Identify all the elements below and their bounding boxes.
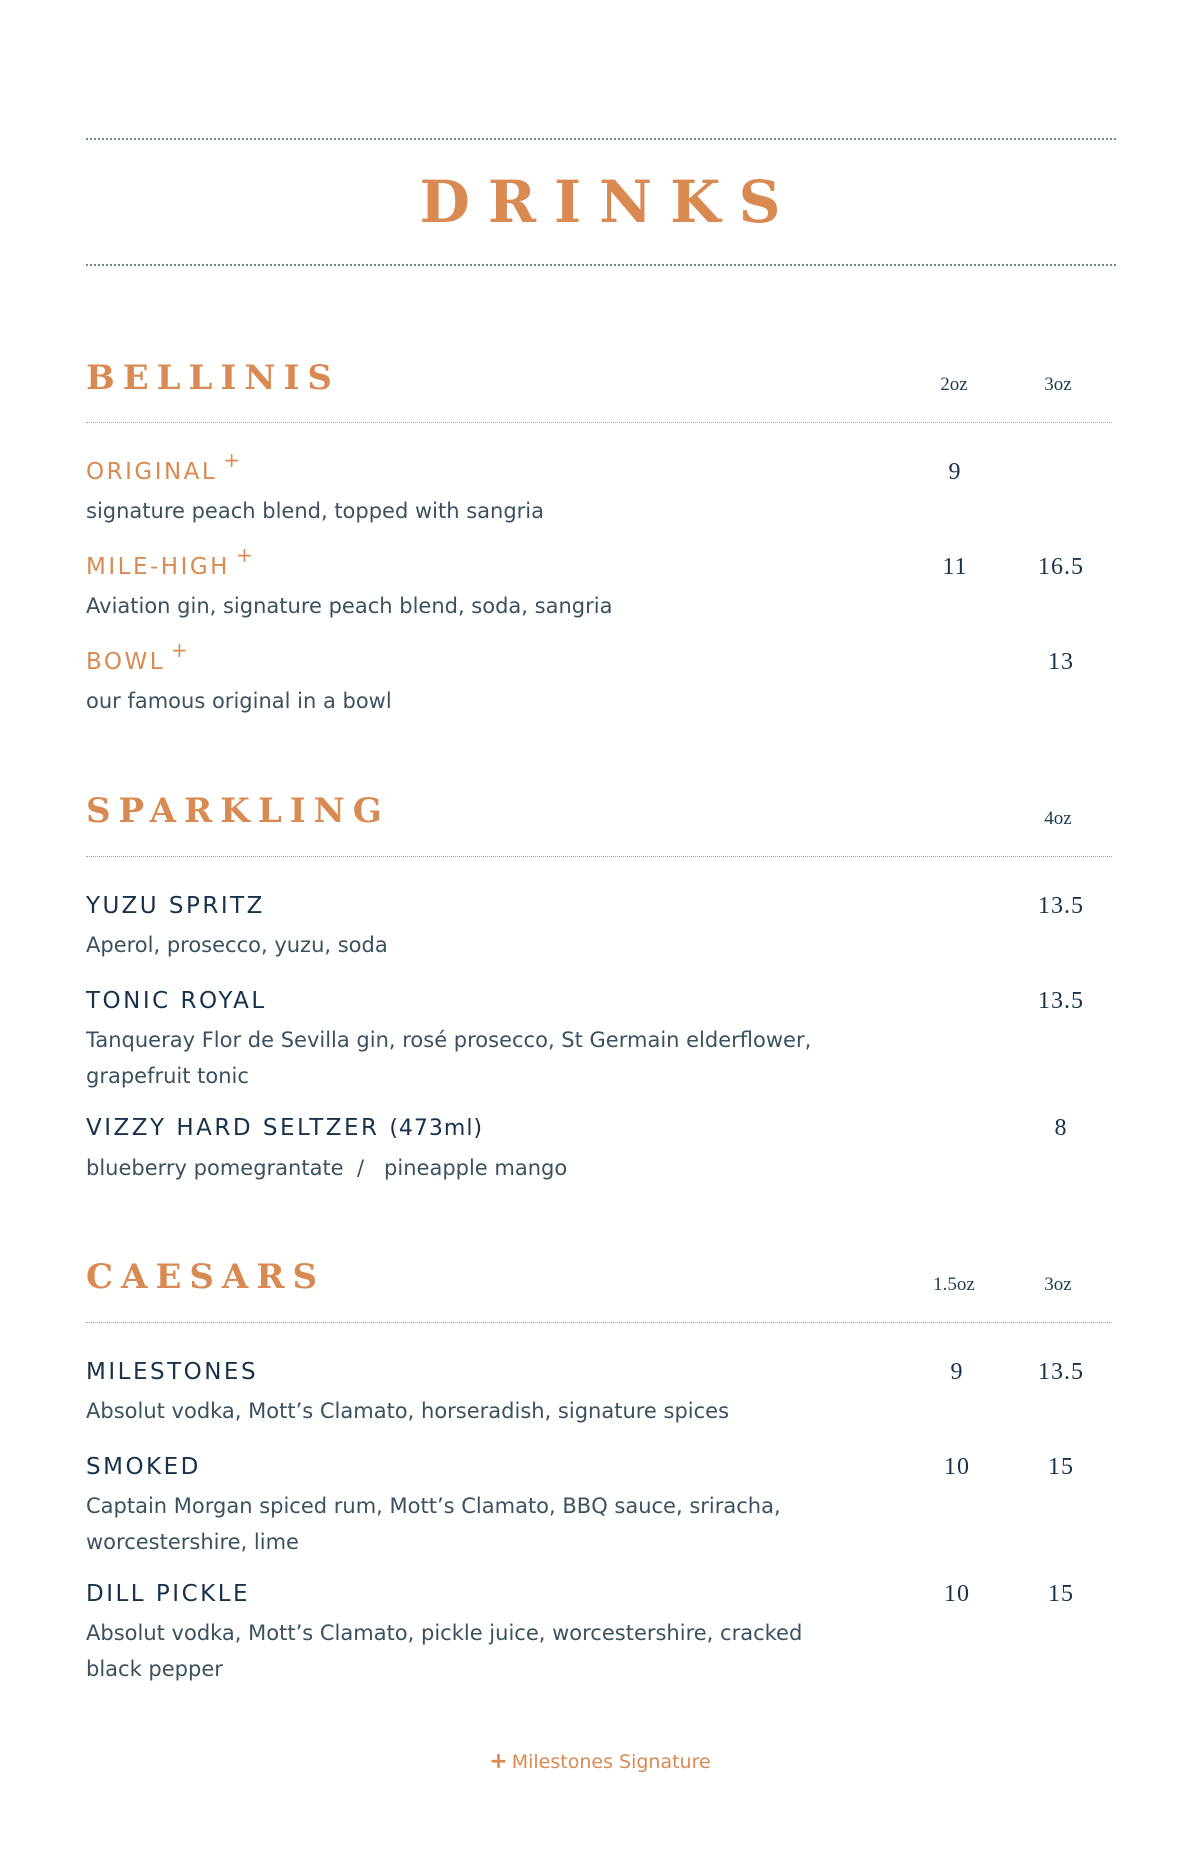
item-description: Tanqueray Flor de Sevilla gin, rosé prosecco, St Germain elderflower, grapefruit tonic (86, 1028, 812, 1088)
menu-item-yuzu-spritz (86, 891, 1126, 963)
section-title-caesars: CAESARS (86, 1257, 326, 1297)
item-name: SMOKED (86, 1454, 201, 1480)
price-4oz: 13.5 (1038, 893, 1084, 919)
item-name: TONIC ROYAL (86, 988, 267, 1014)
item-name: VIZZY HARD SELTZER (473ml) (86, 1115, 484, 1141)
signature-mark: + (235, 543, 253, 567)
item-volume-note: (473ml) (389, 1116, 484, 1141)
section-title-bellinis: BELLINIS (86, 358, 340, 398)
price-3oz: 13 (1048, 649, 1074, 675)
section-divider (86, 1322, 1112, 1323)
page-title: DRINKS (419, 168, 799, 236)
item-description: blueberry pomegrantate / pineapple mango (86, 1156, 568, 1180)
item-description: Absolut vodka, Mott’s Clamato, horseradish, signature spices (86, 1399, 730, 1423)
size-header-4oz: 4oz (1044, 808, 1072, 829)
price-2oz: 11 (942, 554, 968, 580)
menu-item-bowl (86, 638, 1126, 719)
item-description: Absolut vodka, Mott’s Clamato, pickle juice, worcestershire, cracked black pepper (86, 1621, 803, 1681)
item-name: YUZU SPRITZ (86, 893, 265, 919)
price-3oz: 16.5 (1038, 554, 1084, 580)
price-4oz: 8 (1054, 1115, 1068, 1141)
item-description: Aperol, prosecco, yuzu, soda (86, 933, 388, 957)
item-name: MILESTONES (86, 1359, 259, 1385)
item-name: ORIGINAL + (86, 448, 240, 485)
price-4oz: 13.5 (1038, 988, 1084, 1014)
footer-text: Milestones Signature (511, 1751, 711, 1773)
footer-legend (0, 1749, 1200, 1774)
title-divider (86, 264, 1116, 266)
size-header-3oz: 3oz (1044, 374, 1072, 395)
item-name: MILE-HIGH + (86, 543, 253, 580)
price-2oz: 9 (948, 459, 962, 485)
price-3oz: 15 (1048, 1454, 1074, 1480)
signature-plus-icon: + (489, 1749, 508, 1774)
section-divider (86, 856, 1112, 857)
signature-mark: + (223, 448, 240, 472)
price-3oz: 13.5 (1038, 1359, 1084, 1385)
item-name: BOWL + (86, 638, 188, 675)
price-1-5oz: 10 (944, 1454, 970, 1480)
top-divider (86, 138, 1116, 140)
section-title-sparkling: SPARKLING (86, 791, 390, 831)
price-3oz: 15 (1048, 1581, 1074, 1607)
menu-item-vizzy-hard-seltzer (86, 1113, 1126, 1186)
price-1-5oz: 10 (944, 1581, 970, 1607)
section-divider (86, 422, 1112, 423)
menu-item-tonic-royal (86, 986, 1126, 1094)
size-header-2oz: 2oz (940, 374, 968, 395)
signature-mark: + (171, 638, 188, 662)
item-description: Aviation gin, signature peach blend, soda, sangria (86, 594, 613, 618)
item-description: our famous original in a bowl (86, 689, 392, 713)
item-name: DILL PICKLE (86, 1581, 251, 1607)
size-header-1-5oz: 1.5oz (933, 1274, 975, 1295)
size-header-3oz: 3oz (1044, 1274, 1072, 1295)
price-1-5oz: 9 (950, 1359, 964, 1385)
item-description: Captain Morgan spiced rum, Mott’s Clamato, BBQ sauce, sriracha, worcestershire, lime (86, 1494, 781, 1554)
item-description: signature peach blend, topped with sangria (86, 499, 545, 523)
